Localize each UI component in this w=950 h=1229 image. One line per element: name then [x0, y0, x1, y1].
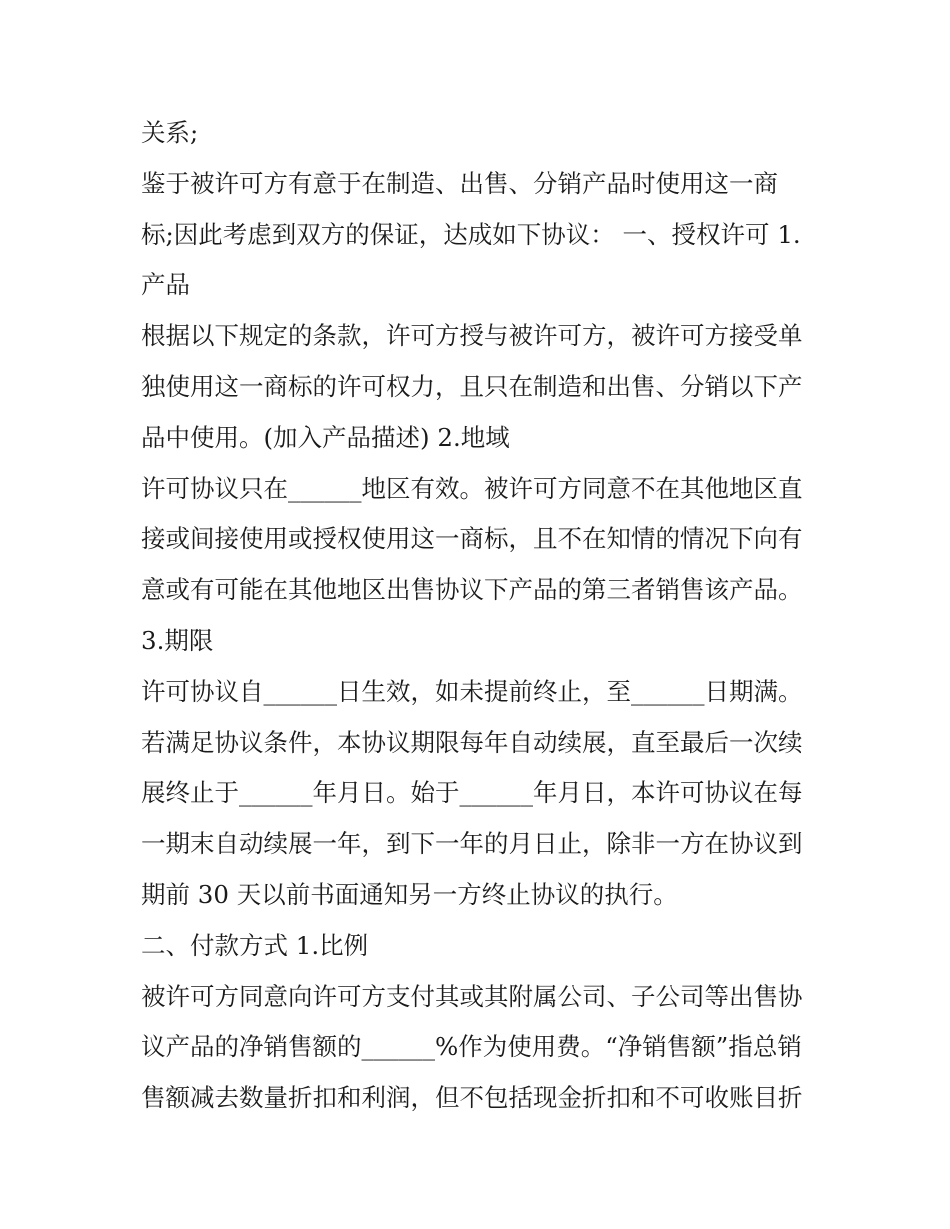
text-line: 议产品的净销售额的______%作为使用费。“净销售额”指总销 [141, 1032, 802, 1062]
text-line: 3.期限 [141, 625, 214, 655]
document-body [141, 108, 821, 1124]
text-line: 根据以下规定的条款，许可方授与被许可方，被许可方接受单 [141, 321, 803, 351]
text-line: 意或有可能在其他地区出售协议下产品的第三者销售该产品。 [141, 575, 803, 605]
text-line: 被许可方同意向许可方支付其或其附属公司、子公司等出售协 [141, 981, 803, 1011]
text-line: 独使用这一商标的许可权力，且只在制造和出售、分销以下产 [141, 371, 803, 401]
text-line: 一期末自动续展一年，到下一年的月日止，除非一方在协议到 [141, 829, 803, 859]
text-line: 品中使用。(加入产品描述) 2.地域 [141, 422, 510, 452]
text-line: 若满足协议条件，本协议期限每年自动续展，直至最后一次续 [141, 727, 803, 757]
text-line: 接或间接使用或授权使用这一商标，且不在知情的情况下向有 [141, 524, 803, 554]
text-line: 展终止于______年月日。始于______年月日，本许可协议在每 [141, 778, 803, 808]
text-line: 标;因此考虑到双方的保证，达成如下协议： 一、授权许可 1. [141, 219, 801, 249]
text-line: 鉴于被许可方有意于在制造、出售、分销产品时使用这一商 [141, 168, 778, 198]
text-line: 期前 30 天以前书面通知另一方终止协议的执行。 [141, 879, 678, 909]
text-line: 关系; [141, 118, 199, 147]
text-line: 产品 [141, 270, 190, 300]
text-line: 售额减去数量折扣和利润，但不包括现金折扣和不可收账目折 [141, 1083, 803, 1113]
text-line: 许可协议自______日生效，如未提前终止，至______日期满。 [141, 676, 803, 706]
text-line: 许可协议只在______地区有效。被许可方同意不在其他地区直 [141, 473, 803, 503]
text-line: 二、付款方式 1.比例 [141, 930, 369, 960]
